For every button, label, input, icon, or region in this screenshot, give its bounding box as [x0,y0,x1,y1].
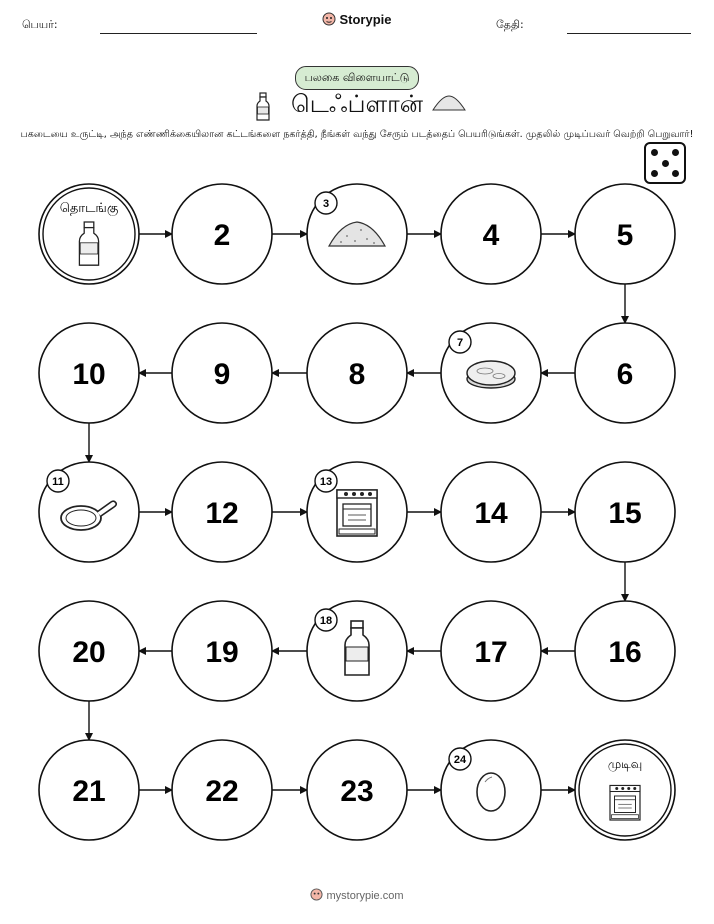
cell-number: 6 [616,358,634,391]
category-pill: பலகை விளையாட்டு [295,66,419,90]
board-cell-14[interactable] [441,462,541,562]
date-label: தேதி: [496,18,524,31]
cell-badge-number: 7 [456,337,464,349]
board-cell-6[interactable] [575,323,675,423]
cell-number: 19 [205,636,239,669]
instructions: பகடையை உருட்டி, அந்த எண்ணிக்கையிலான கட்டங்களை நகர்த்தி, நீங்கள் வந்து சேரும் படத்தைப் பெயரிடுங்கள். முதலில் முடிப்பவர் வெற்றி பெறுவார்! [20,129,694,140]
board-cell-2[interactable] [172,184,272,284]
board-cell-17[interactable] [441,601,541,701]
cell-number: 14 [474,497,508,530]
start-label: தொடங்கு [59,201,119,216]
board-cell-16[interactable] [575,601,675,701]
board-cell-19[interactable] [172,601,272,701]
brand-name: Storypie [339,12,392,27]
board-cell-25[interactable] [575,740,675,840]
board-cell-1[interactable] [39,184,139,284]
cell-number: 23 [340,775,374,808]
cell-number: 17 [474,636,508,669]
storypie-mascot-icon [310,888,323,901]
page-title: டெஃப்ளான் [291,90,423,118]
finish-label: முடிவு [607,757,643,771]
cell-badge-number: 24 [453,754,467,766]
cell-number: 8 [348,358,366,391]
board-cell-5[interactable] [575,184,675,284]
stove-icon [337,490,377,536]
footer-site: mystorypie.com [326,890,404,902]
cell-badge-number: 13 [319,476,333,488]
board-cell-21[interactable] [39,740,139,840]
egg-icon [477,773,505,811]
cell-number: 16 [608,636,642,669]
board-cell-20[interactable] [39,601,139,701]
board-cell-8[interactable] [307,323,407,423]
board-cell-9[interactable] [172,323,272,423]
cell-badge-number: 3 [322,198,330,210]
board-cell-3[interactable] [307,184,407,284]
board-cell-12[interactable] [172,462,272,562]
name-label: பெயர்: [22,18,58,31]
board-cell-13[interactable] [307,462,407,562]
cell-number: 9 [213,358,231,391]
stove-icon [610,786,640,821]
board-cell-10[interactable] [39,323,139,423]
cell-number: 12 [205,497,239,530]
cell-badge-number: 11 [52,476,64,488]
footer [0,888,714,902]
cell-number: 4 [482,219,500,252]
board-cell-15[interactable] [575,462,675,562]
board-cell-7[interactable] [441,323,541,423]
cell-number: 20 [72,636,106,669]
cell-number: 21 [72,775,106,808]
board-cell-22[interactable] [172,740,272,840]
cell-number: 2 [213,219,231,252]
board-cell-18[interactable] [307,601,407,701]
cell-number: 10 [72,358,106,391]
board-cell-23[interactable] [307,740,407,840]
board-cell-11[interactable] [39,462,139,562]
cell-number: 5 [616,219,634,252]
pancake-icon [467,361,515,388]
cell-number: 22 [205,775,239,808]
board-cell-24[interactable] [441,740,541,840]
board-cell-4[interactable] [441,184,541,284]
cell-number: 15 [608,497,642,530]
cell-badge-number: 18 [319,615,333,627]
